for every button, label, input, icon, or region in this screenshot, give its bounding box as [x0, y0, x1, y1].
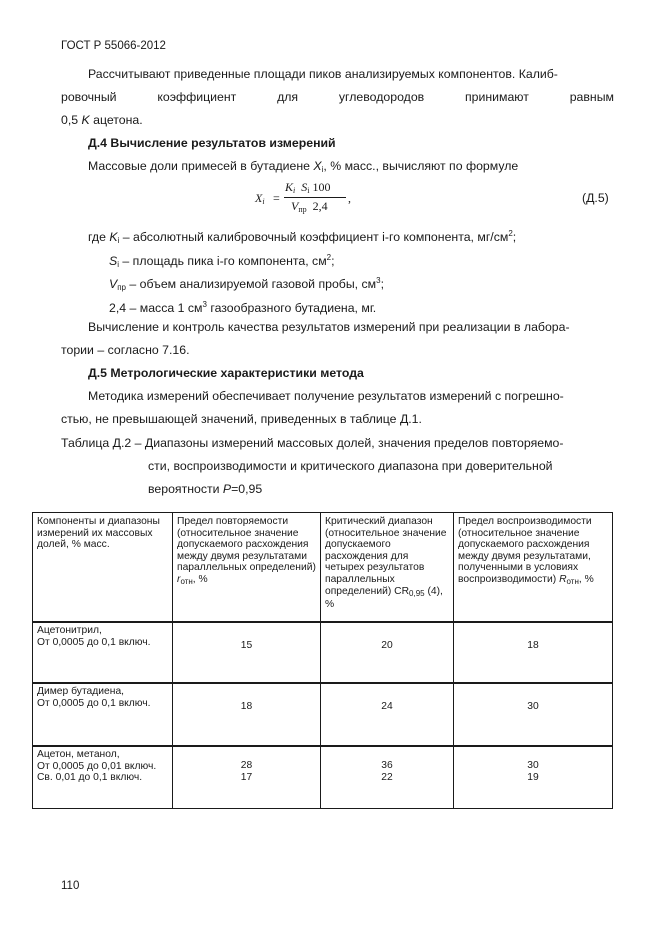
subscript: отн — [566, 576, 579, 586]
text: , % — [192, 573, 208, 585]
formula-denominator — [291, 199, 328, 214]
subscript: i — [321, 165, 324, 174]
fraction-bar — [284, 197, 346, 198]
word: ровочный — [61, 90, 117, 104]
para1-line3 — [61, 113, 143, 128]
where-s — [109, 250, 335, 272]
symbol: S — [109, 254, 118, 268]
superscript: 3 — [376, 276, 381, 285]
text: Димер бутадиена, — [37, 686, 125, 697]
text: От 0,0005 до 0,01 включ. — [37, 760, 157, 772]
superscript: 2 — [326, 253, 332, 262]
table-row — [33, 622, 613, 683]
cell-R — [454, 746, 613, 809]
text: , % — [578, 573, 594, 585]
text: Св. 0,01 до 0,1 включ. — [37, 772, 143, 784]
text: Предел воспроизводимости (относительное значение допускаемого расхождения между двумя результатами, полученными в условиях воспроизводимости) — [458, 516, 592, 585]
formula-numerator — [285, 180, 330, 195]
formula-lhs — [255, 191, 265, 206]
text: ацетона. — [89, 113, 143, 127]
symbol-p: P — [222, 482, 232, 496]
formula-number: (Д.5) — [582, 191, 609, 205]
value: 22 — [381, 771, 393, 783]
para4-line2: стью, не превышающей значений, приведенных в таблице Д.1. — [61, 412, 422, 426]
header-reproducibility — [454, 513, 613, 623]
header-critical-range — [321, 513, 454, 623]
cell-cr: 24 — [321, 683, 454, 746]
text: Критический диапазон (относительное значение допускаемого расхождения для четырех результатов параллельных определений) CR — [325, 516, 447, 597]
cell-r: 18 — [173, 683, 321, 746]
document-header: ГОСТ Р 55066-2012 — [61, 40, 166, 52]
text: ; — [380, 277, 384, 291]
value: 30 — [527, 760, 539, 771]
para2 — [88, 159, 518, 177]
para3-line1: Вычисление и контроль качества результатов измерений при реализации в лабора- — [88, 320, 570, 334]
symbol: X — [255, 191, 263, 205]
subscript: i — [262, 197, 265, 206]
symbol: V — [109, 277, 118, 291]
formula-d5 — [255, 180, 365, 216]
text: 0,5 — [61, 113, 82, 127]
subscript: i — [293, 186, 296, 195]
text: – абсолютный калибровочный коэффициент i-го компонента, мг/см — [119, 230, 509, 244]
word: равным — [569, 90, 614, 104]
formula-comma: , — [348, 191, 351, 205]
text: От 0,0005 до 0,1 включ. — [37, 697, 151, 709]
where-mass — [109, 297, 376, 316]
para1-line2 — [61, 90, 614, 105]
subscript: i — [117, 236, 120, 245]
formula-equals: = — [273, 191, 280, 205]
word: принимают — [464, 90, 529, 104]
word: углеводородов — [338, 90, 425, 104]
cell-R: 18 — [454, 622, 613, 683]
number: 2,4 — [312, 199, 328, 213]
table-row — [33, 746, 613, 809]
text: , % масс., вычисляют по формуле — [323, 159, 519, 173]
cell-r: 15 — [173, 622, 321, 683]
symbol: V — [291, 199, 299, 213]
text: =0,95 — [231, 482, 263, 496]
header-repeatability — [173, 513, 321, 623]
cell-r — [173, 746, 321, 809]
text: где — [88, 230, 110, 244]
word: для — [277, 90, 299, 104]
value: 28 — [240, 760, 253, 771]
value: 17 — [240, 771, 253, 783]
symbol-x: X — [313, 159, 322, 173]
table-header-row — [33, 513, 613, 623]
word: коэффициент — [157, 90, 237, 104]
symbol: r — [177, 573, 181, 585]
cell-component — [33, 622, 173, 683]
text: (4), % — [325, 585, 443, 611]
para1-line1: Рассчитывают приведенные площади пиков анализируемых компонентов. Калиб- — [88, 67, 558, 81]
header-components: Компоненты и диапазоны измерений их массовых долей, % масс. — [33, 513, 173, 623]
symbol-k: K — [81, 113, 90, 127]
superscript: 2 — [508, 229, 513, 238]
table-row — [33, 683, 613, 746]
subscript: i — [117, 260, 119, 269]
symbol: R — [559, 573, 567, 585]
text: – площадь пика i-го компонента, см — [118, 254, 327, 268]
subscript: пр — [117, 283, 126, 292]
para4-line1: Методика измерений обеспечивает получение результатов измерений с погрешно- — [88, 389, 564, 403]
cell-component — [33, 683, 173, 746]
cell-component — [33, 746, 173, 809]
superscript: 3 — [202, 300, 207, 309]
data-table — [32, 512, 613, 809]
text: Ацетонитрил, — [37, 625, 102, 636]
text: – объем анализируемой газовой пробы, см — [125, 277, 377, 291]
symbol: S — [301, 180, 308, 194]
cell-cr — [321, 746, 454, 809]
where-v — [109, 273, 384, 295]
text: 2,4 – масса 1 см — [109, 301, 203, 315]
subscript: i — [307, 186, 310, 195]
subscript: 0,95 — [409, 588, 425, 598]
cell-cr: 20 — [321, 622, 454, 683]
text: От 0,0005 до 0,1 включ. — [37, 636, 151, 648]
symbol: K — [285, 180, 294, 194]
table-caption-line1: Таблица Д.2 – Диапазоны измерений массовых долей, значения пределов повторяемо- — [61, 436, 564, 450]
subscript: пр — [298, 205, 307, 214]
text: вероятности — [148, 482, 223, 496]
text: Ацетон, метанол, — [37, 749, 120, 760]
text: газообразного бутадиена, мг. — [206, 301, 377, 315]
text: ; — [512, 230, 517, 244]
text: Массовые доли примесей в бутадиене — [88, 159, 314, 173]
table-caption-line3 — [148, 482, 262, 497]
para3-line2: тории – согласно 7.16. — [61, 343, 190, 357]
symbol: K — [109, 230, 118, 244]
value: 19 — [527, 771, 539, 783]
value: 36 — [381, 760, 393, 771]
cell-R: 30 — [454, 683, 613, 746]
subscript: отн — [180, 576, 193, 586]
table-caption-line2: сти, воспроизводимости и критического диапазона при доверительной — [148, 459, 553, 473]
section-d4-title: Д.4 Вычисление результатов измерений — [88, 136, 336, 150]
text: ; — [331, 254, 335, 268]
where-k — [88, 226, 516, 248]
page-number: 110 — [61, 880, 80, 892]
section-d5-title: Д.5 Метрологические характеристики метода — [88, 366, 364, 380]
text: Предел повторяемости (относительное значение допускаемого расхождения между двумя результатами параллельных определений) — [177, 516, 316, 574]
number: 100 — [312, 180, 331, 194]
